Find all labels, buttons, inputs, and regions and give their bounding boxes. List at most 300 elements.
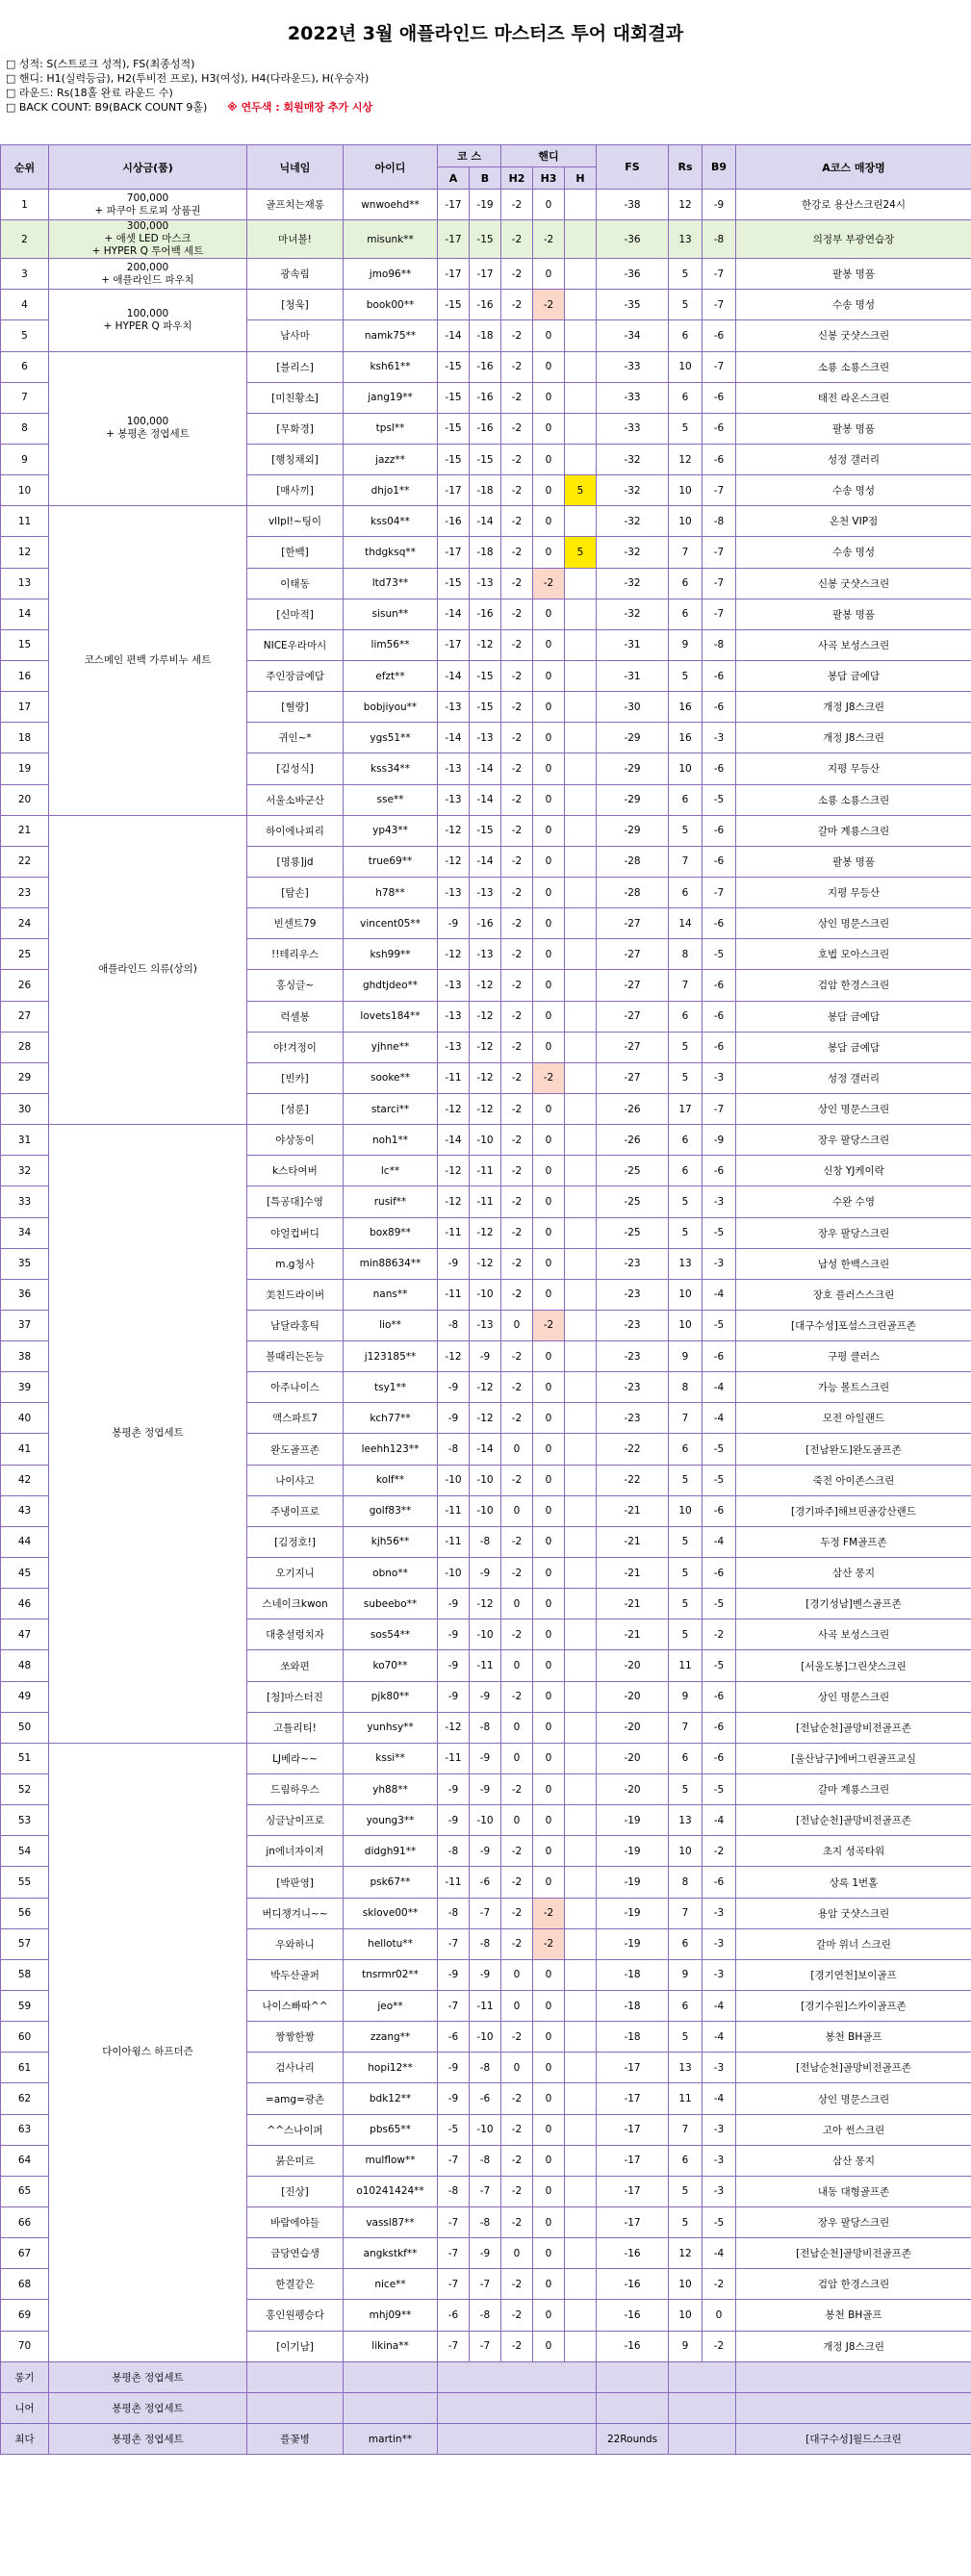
fs-cell: -16: [597, 2331, 669, 2361]
id-cell: angkstkf**: [344, 2238, 438, 2269]
h-cell: [565, 2238, 597, 2269]
a-cell: -13: [438, 1032, 470, 1062]
fs-cell: -27: [597, 908, 669, 939]
a-cell: -9: [438, 1620, 470, 1650]
b-cell: -19: [470, 190, 501, 220]
h3-cell: 0: [533, 2238, 565, 2269]
id-cell: leehh123**: [344, 1434, 438, 1465]
b-cell: -13: [470, 723, 501, 753]
b-cell: -13: [470, 568, 501, 599]
h-cell: [565, 2300, 597, 2331]
rs-cell: 17: [669, 1093, 703, 1124]
id-cell: sklove00**: [344, 1898, 438, 1928]
h-cell: [565, 908, 597, 939]
fs-cell: -32: [597, 568, 669, 599]
h-cell: [565, 1403, 597, 1434]
h3-cell: 0: [533, 1434, 565, 1465]
rs-cell: 5: [669, 1217, 703, 1248]
award-store-cell: [대구수성]월드스크린: [736, 2423, 971, 2454]
h3-cell: 0: [533, 1495, 565, 1526]
id-cell: book00**: [344, 290, 438, 320]
a-cell: -13: [438, 692, 470, 723]
header-h: H: [565, 167, 597, 190]
h2-cell: -2: [501, 1898, 533, 1928]
fs-cell: -21: [597, 1558, 669, 1589]
rank-cell: 50: [1, 1712, 49, 1743]
rs-cell: 5: [669, 259, 703, 290]
h3-cell: 0: [533, 444, 565, 474]
header-rs: Rs: [669, 145, 703, 190]
rank-cell: 47: [1, 1620, 49, 1650]
b9-cell: -6: [703, 1341, 736, 1372]
nick-cell: [특공대]수영: [247, 1186, 344, 1217]
b-cell: -13: [470, 1310, 501, 1340]
rank-cell: 68: [1, 2269, 49, 2300]
h2-cell: 0: [501, 1310, 533, 1340]
a-cell: -12: [438, 1156, 470, 1186]
b9-cell: -6: [703, 970, 736, 1001]
b-cell: -7: [470, 1898, 501, 1928]
a-cell: -13: [438, 970, 470, 1001]
fs-cell: -32: [597, 506, 669, 537]
nick-cell: 마녀볼!: [247, 220, 344, 259]
fs-cell: -27: [597, 1062, 669, 1093]
a-cell: -9: [438, 1403, 470, 1434]
b-cell: -15: [470, 220, 501, 259]
fs-cell: -21: [597, 1589, 669, 1620]
b9-cell: -6: [703, 846, 736, 877]
rank-cell: 52: [1, 1774, 49, 1805]
rank-cell: 63: [1, 2114, 49, 2145]
rank-cell: 16: [1, 660, 49, 691]
h-cell: [565, 1867, 597, 1898]
id-cell: kjh56**: [344, 1526, 438, 1557]
b9-cell: -6: [703, 1495, 736, 1526]
rs-cell: 9: [669, 1341, 703, 1372]
a-cell: -10: [438, 1465, 470, 1495]
nick-cell: [진상]: [247, 2176, 344, 2206]
store-cell: 성정 갤러리: [736, 444, 971, 474]
b-cell: -11: [470, 1186, 501, 1217]
b9-cell: -3: [703, 1062, 736, 1093]
h3-cell: 0: [533, 1681, 565, 1712]
h-cell: [565, 1093, 597, 1124]
id-cell: ksh99**: [344, 939, 438, 970]
rs-cell: 6: [669, 1743, 703, 1773]
a-cell: -11: [438, 1743, 470, 1773]
rank-cell: 31: [1, 1125, 49, 1156]
nick-cell: =amg=광촌: [247, 2083, 344, 2114]
fs-cell: -23: [597, 1279, 669, 1310]
id-cell: obno**: [344, 1558, 438, 1589]
h2-cell: -2: [501, 2022, 533, 2053]
rank-cell: 49: [1, 1681, 49, 1712]
id-cell: yunhsy**: [344, 1712, 438, 1743]
a-cell: -8: [438, 1310, 470, 1340]
h3-cell: 0: [533, 1526, 565, 1557]
b-cell: -12: [470, 1093, 501, 1124]
h3-cell: 0: [533, 908, 565, 939]
h3-cell: 0: [533, 629, 565, 660]
fs-cell: -21: [597, 1526, 669, 1557]
a-cell: -17: [438, 190, 470, 220]
rank-cell: 10: [1, 475, 49, 506]
b9-cell: -7: [703, 568, 736, 599]
b-cell: -8: [470, 1526, 501, 1557]
h3-cell: 0: [533, 2207, 565, 2238]
store-cell: 소룡 소룡스크린: [736, 351, 971, 382]
a-cell: -11: [438, 1526, 470, 1557]
nick-cell: [매사끼]: [247, 475, 344, 506]
rank-cell: 11: [1, 506, 49, 537]
b-cell: -10: [470, 1465, 501, 1495]
b9-cell: -6: [703, 1867, 736, 1898]
b-cell: -14: [470, 506, 501, 537]
h-cell: [565, 290, 597, 320]
rs-cell: 6: [669, 1001, 703, 1032]
nick-cell: ^^스나이퍼: [247, 2114, 344, 2145]
rs-cell: 6: [669, 1434, 703, 1465]
b-cell: -16: [470, 290, 501, 320]
b9-cell: -8: [703, 506, 736, 537]
rs-cell: 5: [669, 290, 703, 320]
h3-cell: 0: [533, 846, 565, 877]
award-blank-cell: [438, 2361, 597, 2392]
h3-cell: 0: [533, 1093, 565, 1124]
legend-line-round: □ 라운드: Rs(18홀 완료 라운드 수): [6, 87, 173, 99]
h-cell: [565, 1620, 597, 1650]
award-name-cell: 최다: [1, 2423, 49, 2454]
store-cell: 수송 명성: [736, 537, 971, 568]
store-cell: 개정 J8스크린: [736, 692, 971, 723]
id-cell: kss34**: [344, 753, 438, 784]
nick-cell: [탐손]: [247, 877, 344, 907]
rank-cell: 64: [1, 2145, 49, 2176]
rank-cell: 25: [1, 939, 49, 970]
id-cell: box89**: [344, 1217, 438, 1248]
nick-cell: [빈카]: [247, 1062, 344, 1093]
id-cell: lim56**: [344, 629, 438, 660]
b9-cell: -6: [703, 815, 736, 846]
store-cell: 의정부 부광연습장: [736, 220, 971, 259]
special-award-row: [1, 2392, 971, 2423]
b-cell: -11: [470, 1991, 501, 2022]
store-cell: [경기연천]보이골프: [736, 1959, 971, 1990]
h2-cell: -2: [501, 2331, 533, 2361]
fs-cell: -27: [597, 1001, 669, 1032]
h2-cell: -2: [501, 1558, 533, 1589]
rs-cell: 10: [669, 2269, 703, 2300]
id-cell: mhj09**: [344, 2300, 438, 2331]
store-cell: [경기성남]벤스골프존: [736, 1589, 971, 1620]
id-cell: mulflow**: [344, 2145, 438, 2176]
b-cell: -12: [470, 1217, 501, 1248]
b-cell: -14: [470, 1434, 501, 1465]
fs-cell: -32: [597, 599, 669, 629]
rs-cell: 16: [669, 692, 703, 723]
id-cell: nice**: [344, 2269, 438, 2300]
id-cell: pbs65**: [344, 2114, 438, 2145]
store-cell: [경기파주]해브핀골강산랜드: [736, 1495, 971, 1526]
h2-cell: 0: [501, 1805, 533, 1836]
id-cell: lovets184**: [344, 1001, 438, 1032]
h2-cell: -2: [501, 1248, 533, 1279]
rank-cell: 6: [1, 351, 49, 382]
rank-cell: 45: [1, 1558, 49, 1589]
fs-cell: -32: [597, 444, 669, 474]
b9-cell: -3: [703, 2114, 736, 2145]
nick-cell: [미친황소]: [247, 382, 344, 413]
a-cell: -11: [438, 1867, 470, 1898]
a-cell: -7: [438, 2145, 470, 2176]
id-cell: sse**: [344, 784, 438, 815]
store-cell: 남성 한백스크린: [736, 1248, 971, 1279]
award-prize-cell: 봉평촌 정엽세트: [49, 2361, 247, 2392]
h2-cell: 0: [501, 2053, 533, 2083]
fs-cell: -32: [597, 537, 669, 568]
b-cell: -8: [470, 2207, 501, 2238]
h3-cell: 0: [533, 259, 565, 290]
rs-cell: 5: [669, 413, 703, 444]
h2-cell: 0: [501, 1991, 533, 2022]
nick-cell: 짱짱한짱: [247, 2022, 344, 2053]
nick-cell: 드림하우스: [247, 1774, 344, 1805]
id-cell: lio**: [344, 1310, 438, 1340]
h-cell: [565, 2207, 597, 2238]
rs-cell: 10: [669, 475, 703, 506]
b9-cell: -6: [703, 1743, 736, 1773]
store-cell: 사곡 보성스크린: [736, 1620, 971, 1650]
a-cell: -8: [438, 1898, 470, 1928]
a-cell: -8: [438, 2176, 470, 2206]
rank-cell: 27: [1, 1001, 49, 1032]
h2-cell: -2: [501, 220, 533, 259]
legend-note: ※ 연두색 : 회원매장 추가 시상: [227, 101, 373, 114]
rank-cell: 21: [1, 815, 49, 846]
nick-cell: 나이샤고: [247, 1465, 344, 1495]
nick-cell: [한백]: [247, 537, 344, 568]
nick-cell: 액스파트7: [247, 1403, 344, 1434]
nick-cell: 美친드라이버: [247, 1279, 344, 1310]
table-row: [1, 290, 971, 320]
a-cell: -9: [438, 1681, 470, 1712]
h3-cell: 0: [533, 753, 565, 784]
h-cell: [565, 692, 597, 723]
nick-cell: 서울소바군산: [247, 784, 344, 815]
h-cell: [565, 1589, 597, 1620]
b-cell: -8: [470, 2145, 501, 2176]
rs-cell: 10: [669, 2300, 703, 2331]
id-cell: hopi12**: [344, 2053, 438, 2083]
fs-cell: -17: [597, 2114, 669, 2145]
h2-cell: -2: [501, 413, 533, 444]
store-cell: [전남순천]골망비전골프존: [736, 2053, 971, 2083]
h3-cell: 0: [533, 1403, 565, 1434]
h-cell: [565, 1991, 597, 2022]
header-nick: 닉네임: [247, 145, 344, 190]
table-body: [1, 190, 971, 2455]
rank-cell: 61: [1, 2053, 49, 2083]
h-cell: [565, 815, 597, 846]
award-nick-cell: [247, 2392, 344, 2423]
h-cell: [565, 939, 597, 970]
a-cell: -6: [438, 2300, 470, 2331]
a-cell: -7: [438, 2269, 470, 2300]
h-cell: 5: [565, 475, 597, 506]
id-cell: subeebo**: [344, 1589, 438, 1620]
a-cell: -14: [438, 599, 470, 629]
fs-cell: -20: [597, 1774, 669, 1805]
h3-cell: 0: [533, 2176, 565, 2206]
store-cell: 신봉 굿샷스크린: [736, 568, 971, 599]
h2-cell: -2: [501, 190, 533, 220]
id-cell: ygs51**: [344, 723, 438, 753]
h3-cell: 0: [533, 1836, 565, 1867]
a-cell: -13: [438, 877, 470, 907]
id-cell: vincent05**: [344, 908, 438, 939]
fs-cell: -18: [597, 1991, 669, 2022]
id-cell: psk67**: [344, 1867, 438, 1898]
fs-cell: -20: [597, 1712, 669, 1743]
h3-cell: 0: [533, 2269, 565, 2300]
prize-cell: 100,000 + HYPER Q 파우치: [49, 290, 247, 351]
rs-cell: 13: [669, 1805, 703, 1836]
store-cell: 수완 수영: [736, 1186, 971, 1217]
h3-cell: 0: [533, 2300, 565, 2331]
h3-cell: -2: [533, 568, 565, 599]
award-blank-cell: [438, 2392, 597, 2423]
h2-cell: -2: [501, 1526, 533, 1557]
header-fs: FS: [597, 145, 669, 190]
b-cell: -17: [470, 259, 501, 290]
fs-cell: -17: [597, 2053, 669, 2083]
rs-cell: 7: [669, 537, 703, 568]
h-cell: [565, 970, 597, 1001]
h2-cell: 0: [501, 1589, 533, 1620]
h3-cell: 0: [533, 1743, 565, 1773]
award-fs-cell: [597, 2361, 669, 2392]
id-cell: min88634**: [344, 1248, 438, 1279]
nick-cell: 스네이크kwon: [247, 1589, 344, 1620]
h-cell: [565, 723, 597, 753]
b9-cell: -2: [703, 2331, 736, 2361]
h3-cell: 0: [533, 190, 565, 220]
nick-cell: 남달라홍틱: [247, 1310, 344, 1340]
b9-cell: -3: [703, 2145, 736, 2176]
rank-cell: 53: [1, 1805, 49, 1836]
nick-cell: 박두산골퍼: [247, 1959, 344, 1990]
b-cell: -9: [470, 1558, 501, 1589]
fs-cell: -28: [597, 877, 669, 907]
h2-cell: -2: [501, 537, 533, 568]
id-cell: ksh61**: [344, 351, 438, 382]
h3-cell: 0: [533, 1341, 565, 1372]
h-cell: [565, 568, 597, 599]
legend-line-handi: □ 핸디: H1(실력등급), H2(투비전 프로), H3(여성), H4(다라운드), H(우승자): [6, 72, 370, 85]
h3-cell: 0: [533, 660, 565, 691]
store-cell: 태전 라온스크린: [736, 382, 971, 413]
h2-cell: -2: [501, 444, 533, 474]
a-cell: -9: [438, 1248, 470, 1279]
store-cell: 검암 한경스크린: [736, 2269, 971, 2300]
a-cell: -9: [438, 2053, 470, 2083]
rs-cell: 7: [669, 1403, 703, 1434]
h2-cell: -2: [501, 1836, 533, 1867]
b-cell: -16: [470, 908, 501, 939]
nick-cell: 야상동이: [247, 1125, 344, 1156]
id-cell: young3**: [344, 1805, 438, 1836]
store-cell: 장호 플러스스크린: [736, 1279, 971, 1310]
b-cell: -7: [470, 2331, 501, 2361]
h2-cell: -2: [501, 970, 533, 1001]
h2-cell: -2: [501, 2145, 533, 2176]
a-cell: -17: [438, 475, 470, 506]
id-cell: j123185**: [344, 1341, 438, 1372]
nick-cell: NICE우라마시: [247, 629, 344, 660]
fs-cell: -35: [597, 290, 669, 320]
store-cell: 개정 J8스크린: [736, 2331, 971, 2361]
rs-cell: 10: [669, 1310, 703, 1340]
nick-cell: 검사나리: [247, 2053, 344, 2083]
rs-cell: 6: [669, 1125, 703, 1156]
store-cell: 검암 한경스크린: [736, 970, 971, 1001]
h3-cell: 0: [533, 1032, 565, 1062]
fs-cell: -18: [597, 2022, 669, 2053]
h3-cell: 0: [533, 1217, 565, 1248]
table-row: [1, 190, 971, 220]
h2-cell: -2: [501, 2176, 533, 2206]
rs-cell: 11: [669, 2083, 703, 2114]
store-cell: 지평 무등산: [736, 753, 971, 784]
h2-cell: -2: [501, 1465, 533, 1495]
award-id-cell: [344, 2361, 438, 2392]
a-cell: -12: [438, 1341, 470, 1372]
fs-cell: -31: [597, 660, 669, 691]
rank-cell: 18: [1, 723, 49, 753]
store-cell: 지평 무등산: [736, 877, 971, 907]
a-cell: -16: [438, 506, 470, 537]
b-cell: -10: [470, 2114, 501, 2145]
rs-cell: 5: [669, 2022, 703, 2053]
h-cell: [565, 1898, 597, 1928]
h2-cell: -2: [501, 259, 533, 290]
store-cell: 두정 FM골프존: [736, 1526, 971, 1557]
b-cell: -7: [470, 2269, 501, 2300]
h3-cell: 0: [533, 475, 565, 506]
rs-cell: 6: [669, 2145, 703, 2176]
id-cell: efzt**: [344, 660, 438, 691]
h3-cell: -2: [533, 1310, 565, 1340]
fs-cell: -33: [597, 382, 669, 413]
h-cell: [565, 2145, 597, 2176]
h3-cell: 0: [533, 2053, 565, 2083]
h-cell: [565, 259, 597, 290]
nick-cell: 야얼컵버디: [247, 1217, 344, 1248]
rs-cell: 10: [669, 1836, 703, 1867]
rank-cell: 1: [1, 190, 49, 220]
id-cell: tnsrmr02**: [344, 1959, 438, 1990]
b-cell: -15: [470, 660, 501, 691]
fs-cell: -27: [597, 939, 669, 970]
h-cell: [565, 1465, 597, 1495]
table-row: [1, 1125, 971, 1156]
rank-cell: 23: [1, 877, 49, 907]
h-cell: [565, 877, 597, 907]
fs-cell: -19: [597, 1805, 669, 1836]
id-cell: namk75**: [344, 320, 438, 351]
b9-cell: -4: [703, 1805, 736, 1836]
rank-cell: 28: [1, 1032, 49, 1062]
